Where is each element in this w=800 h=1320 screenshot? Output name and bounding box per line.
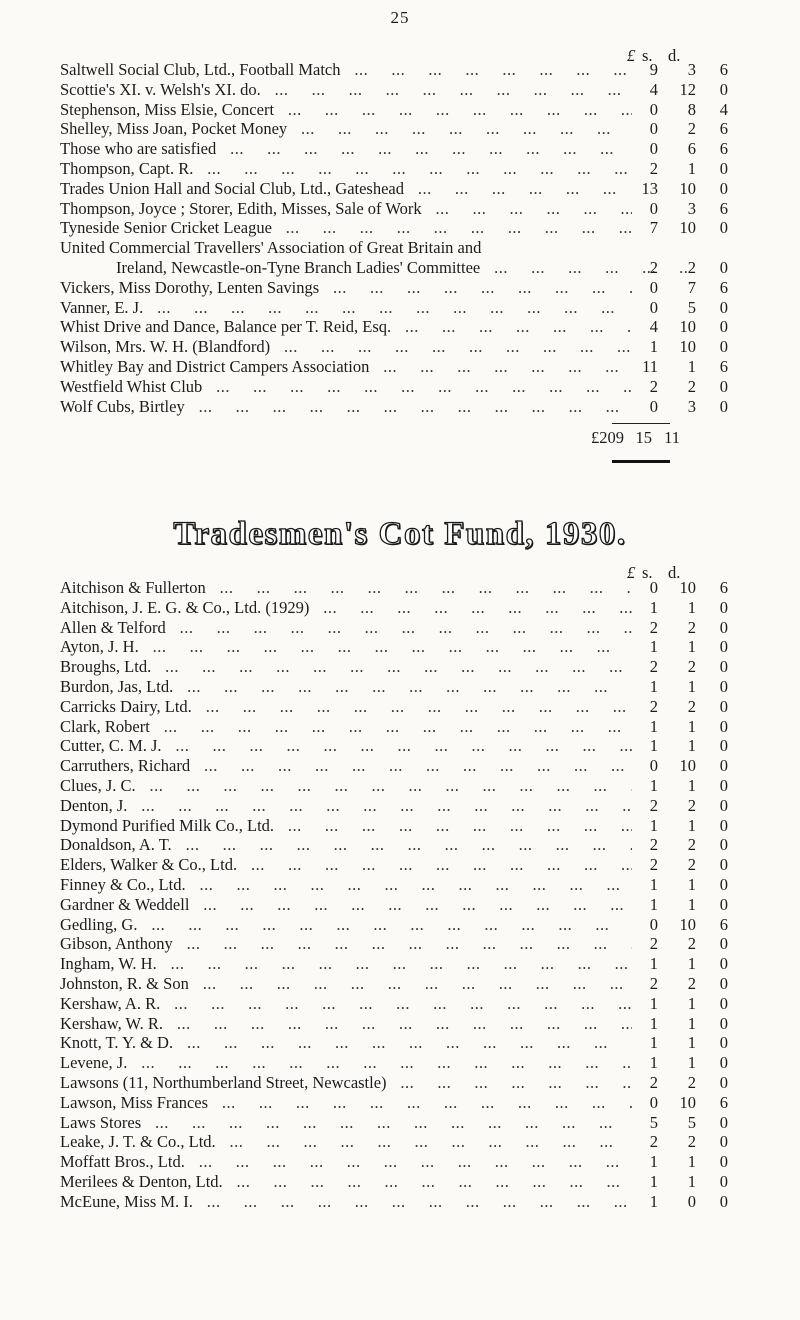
entry-pounds: 0 [649, 756, 658, 776]
entry-shillings: 1 [687, 1152, 696, 1172]
entry-name: Thompson, Capt. R. ... [60, 159, 632, 179]
entry-name: Carricks Dairy, Ltd. ... [60, 697, 632, 717]
entry-shillings: 2 [687, 376, 696, 396]
entry-pounds: 0 [649, 198, 658, 218]
entry-name: Westfield Whist Club ... [60, 377, 632, 397]
fund-pound-header: £ [627, 563, 636, 582]
entry-pounds: 1 [649, 597, 658, 617]
entry-pounds: 2 [649, 617, 658, 637]
entry-pence: 4 [719, 99, 728, 119]
list-item [60, 816, 770, 836]
entry-pounds: 0 [649, 139, 658, 159]
entry-shillings: 1 [687, 875, 696, 894]
entry-pence: 0 [719, 716, 728, 736]
entry-pence: 0 [719, 1152, 728, 1172]
entry-pounds: 5 [649, 1112, 658, 1132]
list-item [60, 377, 770, 397]
entry-shillings: 3 [687, 198, 696, 218]
page-number: 25 [390, 8, 410, 27]
entry-pounds: 7 [649, 218, 658, 238]
entry-name: Wolf Cubs, Birtley ... [60, 397, 632, 417]
entry-shillings: 1 [687, 1013, 696, 1033]
entry-name: Leake, J. T. & Co., Ltd. ... [60, 1132, 632, 1152]
entry-pounds: 1 [649, 1033, 658, 1053]
entry-pence: 0 [719, 835, 728, 855]
entry-pounds: 1 [649, 954, 658, 974]
entry-shillings: 1 [687, 1172, 696, 1191]
list-item [60, 1053, 770, 1073]
entry-pounds: 2 [649, 934, 658, 954]
list-item [60, 598, 770, 618]
fund-shilling-header: s. [642, 563, 653, 582]
entry-pounds: 2 [649, 1073, 658, 1092]
entry-pounds: 2 [649, 855, 658, 875]
list-item [60, 238, 770, 258]
list-item [60, 278, 770, 298]
entry-pence: 6 [719, 139, 728, 159]
list-item [60, 317, 770, 337]
entry-name: Clues, J. C. ... [60, 776, 632, 796]
entry-pence: 0 [719, 657, 728, 677]
entry-pence: 0 [719, 297, 728, 317]
list-item [60, 1014, 770, 1034]
entry-shillings: 2 [687, 795, 696, 815]
entry-pounds: 11 [642, 357, 658, 376]
entry-name: Merilees & Denton, Ltd. ... [60, 1172, 632, 1192]
list-item [60, 1132, 770, 1152]
list-item [60, 179, 770, 199]
entry-name: Broughs, Ltd. ... [60, 657, 632, 677]
entry-shillings: 1 [687, 716, 696, 736]
entry-shillings: 0 [687, 1191, 696, 1211]
list-item [60, 796, 770, 816]
entry-shillings: 10 [679, 1092, 696, 1112]
entry-name: Denton, J. ... [60, 796, 632, 816]
entry-pence: 6 [719, 914, 728, 934]
list-item [60, 657, 770, 677]
entry-name: McEune, Miss M. I. ... [60, 1192, 632, 1212]
list-item [60, 677, 770, 697]
fund-pence-header: d. [668, 563, 681, 582]
entry-shillings: 10 [679, 578, 696, 597]
list-item [60, 994, 770, 1014]
entry-name: Burdon, Jas, Ltd. ... [60, 677, 632, 697]
list-item [60, 934, 770, 954]
entry-pounds: 1 [649, 815, 658, 835]
entry-name: Aitchison, J. E. G. & Co., Ltd. (1929) ... [60, 598, 632, 618]
entry-name: Scottie's XI. v. Welsh's XI. do. ... [60, 80, 632, 100]
entry-pence: 0 [719, 776, 728, 795]
list-item [60, 637, 770, 657]
entry-pence: 6 [719, 1092, 728, 1112]
entry-shillings: 2 [687, 934, 696, 954]
entry-pence: 6 [719, 60, 728, 79]
entry-shillings: 8 [687, 99, 696, 119]
entry-pounds: 0 [649, 396, 658, 416]
entry-pounds: 2 [649, 159, 658, 178]
entry-pounds: 0 [649, 297, 658, 317]
entry-name: Vickers, Miss Dorothy, Lenten Savings ... [60, 278, 632, 298]
entry-pence: 0 [719, 317, 728, 337]
entry-shillings: 2 [687, 119, 696, 139]
entry-shillings: 1 [687, 776, 696, 795]
entry-shillings: 1 [687, 736, 696, 756]
list-item [60, 218, 770, 238]
entry-shillings: 10 [679, 178, 696, 198]
entry-name: Cutter, C. M. J. ... [60, 736, 632, 756]
entry-name: Whist Drive and Dance, Balance per T. Reid, Esq. ... [60, 317, 632, 337]
entry-pence: 0 [719, 934, 728, 954]
list-item [60, 60, 770, 80]
entry-name: United Commercial Travellers' Association of Great Britain and [60, 238, 482, 258]
list-item [60, 835, 770, 855]
entry-pence: 0 [719, 218, 728, 238]
entry-shillings: 10 [679, 218, 696, 238]
entry-pence: 0 [719, 1073, 728, 1092]
total-pence: 11 [664, 428, 680, 447]
entry-pence: 0 [719, 1172, 728, 1191]
entry-shillings: 6 [687, 139, 696, 159]
entry-name: Ayton, J. H. ... [60, 637, 632, 657]
entry-pounds: 0 [649, 578, 658, 597]
entry-pence: 0 [719, 1112, 728, 1132]
list-item [60, 258, 770, 278]
entry-pounds: 2 [649, 835, 658, 855]
entry-shillings: 10 [679, 756, 696, 776]
entry-name: Ireland, Newcastle-on-Tyne Branch Ladies' Committee ... [60, 258, 688, 278]
entry-name: Wilson, Mrs. W. H. (Blandford) ... [60, 337, 632, 357]
entry-shillings: 2 [687, 696, 696, 716]
entry-name: Levene, J. ... [60, 1053, 632, 1073]
entry-pounds: 1 [649, 875, 658, 894]
entry-pounds: 2 [649, 1132, 658, 1152]
entry-pounds: 4 [649, 317, 658, 337]
entry-name: Thompson, Joyce ; Storer, Edith, Misses, Sale of Work ... [60, 199, 632, 219]
list-item [60, 697, 770, 717]
entry-name: Moffatt Bros., Ltd. ... [60, 1152, 632, 1172]
entry-shillings: 1 [687, 993, 696, 1013]
entry-shillings: 5 [687, 297, 696, 317]
entry-pounds: 1 [649, 993, 658, 1013]
entry-pounds: 1 [649, 1172, 658, 1191]
entry-name: Kershaw, A. R. ... [60, 994, 632, 1014]
entry-shillings: 1 [687, 677, 696, 696]
entry-shillings: 2 [687, 1073, 696, 1092]
entry-pence: 0 [719, 1191, 728, 1211]
entry-pounds: 2 [649, 657, 658, 677]
list-item [60, 895, 770, 915]
entry-name: Gedling, G. ... [60, 915, 632, 935]
entry-pounds: 1 [649, 716, 658, 736]
entry-shillings: 10 [679, 317, 696, 337]
entry-pounds: 1 [649, 776, 658, 795]
list-item [60, 1093, 770, 1113]
entry-pence: 0 [719, 1132, 728, 1152]
entry-pence: 0 [719, 396, 728, 416]
total-pounds: £209 [591, 428, 624, 447]
list-item [60, 1172, 770, 1192]
entry-name: Saltwell Social Club, Ltd., Football Match ... [60, 60, 632, 80]
pound-header: £ [627, 46, 636, 65]
entry-name: Lawsons (11, Northumberland Street, Newcastle) ... [60, 1073, 632, 1093]
entry-name: Aitchison & Fullerton ... [60, 578, 632, 598]
entry-name: Allen & Telford ... [60, 618, 632, 638]
entry-pounds: 0 [649, 99, 658, 119]
entry-pounds: 1 [649, 337, 658, 357]
entry-pounds: 9 [649, 60, 658, 79]
entry-name: Ingham, W. H. ... [60, 954, 632, 974]
entry-name: Trades Union Hall and Social Club, Ltd., Gateshead ... [60, 179, 632, 199]
entry-pounds: 0 [649, 119, 658, 139]
list-item [60, 736, 770, 756]
entry-pence: 0 [719, 617, 728, 637]
entry-shillings: 3 [687, 396, 696, 416]
entry-pence: 0 [719, 993, 728, 1013]
list-item [60, 1073, 770, 1093]
entry-shillings: 5 [687, 1112, 696, 1132]
entry-shillings: 12 [679, 79, 696, 99]
entry-shillings: 2 [687, 835, 696, 855]
list-item [60, 756, 770, 776]
entry-pounds: 1 [649, 1013, 658, 1033]
entry-name: Knott, T. Y. & D. ... [60, 1033, 632, 1053]
entry-shillings: 2 [687, 855, 696, 875]
entry-name: Gibson, Anthony ... [60, 934, 632, 954]
entry-pounds: 1 [649, 637, 658, 657]
entry-pounds: 1 [649, 1152, 658, 1172]
entry-pence: 0 [719, 756, 728, 776]
list-item [60, 199, 770, 219]
entry-pence: 0 [719, 815, 728, 835]
entry-name: Laws Stores ... [60, 1113, 632, 1133]
entry-pounds: 1 [649, 1053, 658, 1073]
entry-pounds: 0 [649, 1092, 658, 1112]
entry-pence: 0 [719, 637, 728, 657]
entry-pounds: 4 [649, 79, 658, 99]
total-double-rule [612, 460, 670, 463]
pence-header: d. [668, 46, 681, 65]
entry-shillings: 2 [687, 1132, 696, 1152]
entry-pounds: 0 [649, 914, 658, 934]
list-item [60, 1033, 770, 1053]
entry-shillings: 1 [687, 954, 696, 974]
entry-shillings: 1 [687, 815, 696, 835]
sum-rule [612, 423, 670, 424]
entry-shillings: 1 [687, 1053, 696, 1073]
entry-name: Dymond Purified Milk Co., Ltd. ... [60, 816, 632, 836]
entry-name: Stephenson, Miss Elsie, Concert ... [60, 100, 632, 120]
entry-pence: 0 [719, 875, 728, 894]
entry-name: Whitley Bay and District Campers Association ... [60, 357, 632, 377]
entry-pounds: 2 [649, 696, 658, 716]
entry-pence: 0 [719, 1033, 728, 1053]
entry-pounds: 1 [649, 677, 658, 696]
entry-pence: 0 [719, 894, 728, 914]
entry-pence: 6 [719, 277, 728, 297]
fund-title: Tradesmen's Cot Fund, 1930. [173, 516, 627, 552]
entry-pounds: 1 [649, 1191, 658, 1211]
list-item [60, 119, 770, 139]
list-item [60, 159, 770, 179]
entry-shillings: 2 [687, 617, 696, 637]
entry-shillings: 2 [687, 974, 696, 993]
entry-pence: 0 [719, 597, 728, 617]
list-item [60, 80, 770, 100]
entry-shillings: 3 [687, 60, 696, 79]
list-item [60, 578, 770, 598]
entry-pounds: 1 [649, 736, 658, 756]
entry-shillings: 1 [687, 1033, 696, 1053]
entry-pence: 0 [719, 677, 728, 696]
shilling-header: s. [642, 46, 653, 65]
entry-shillings: 7 [687, 277, 696, 297]
entry-pounds: 13 [641, 178, 658, 198]
entry-pence: 0 [719, 954, 728, 974]
entry-pounds: 2 [649, 376, 658, 396]
entry-shillings: 10 [679, 337, 696, 357]
entry-name: Finney & Co., Ltd. ... [60, 875, 632, 895]
entry-pence: 0 [719, 855, 728, 875]
entry-name: Gardner & Weddell ... [60, 895, 632, 915]
entry-name: Donaldson, A. T. ... [60, 835, 632, 855]
list-item [60, 139, 770, 159]
entry-pounds: 2 [649, 258, 658, 277]
entry-pence: 0 [719, 79, 728, 99]
entry-name: Shelley, Miss Joan, Pocket Money ... [60, 119, 632, 139]
entry-name: Johnston, R. & Son ... [60, 974, 632, 994]
entry-pence: 0 [719, 376, 728, 396]
entry-shillings: 1 [687, 637, 696, 657]
entry-pounds: 2 [649, 795, 658, 815]
entry-pence: 0 [719, 337, 728, 357]
list-item [60, 855, 770, 875]
entry-pence: 6 [719, 119, 728, 139]
entry-name: Vanner, E. J. ... [60, 298, 632, 318]
list-item [60, 1113, 770, 1133]
entry-shillings: 2 [687, 657, 696, 677]
list-item [60, 717, 770, 737]
entry-shillings: 10 [679, 914, 696, 934]
entry-pence: 0 [719, 178, 728, 198]
entry-name: Clark, Robert ... [60, 717, 632, 737]
list-item [60, 357, 770, 377]
entry-pence: 0 [719, 974, 728, 993]
entry-shillings: 2 [687, 258, 696, 277]
entry-name: Those who are satisfied ... [60, 139, 632, 159]
list-item [60, 915, 770, 935]
list-item [60, 776, 770, 796]
entry-shillings: 1 [687, 894, 696, 914]
list-item [60, 298, 770, 318]
list-item [60, 397, 770, 417]
list-item [60, 954, 770, 974]
entry-name: Carruthers, Richard ... [60, 756, 632, 776]
entry-pence: 0 [719, 795, 728, 815]
entry-pounds: 0 [649, 277, 658, 297]
total-shillings: 15 [635, 428, 652, 447]
entry-shillings: 1 [687, 159, 696, 178]
list-item [60, 1152, 770, 1172]
list-item [60, 974, 770, 994]
entry-name: Elders, Walker & Co., Ltd. ... [60, 855, 632, 875]
entry-pence: 0 [719, 696, 728, 716]
entry-pence: 0 [719, 159, 728, 178]
entry-pence: 6 [719, 198, 728, 218]
entry-shillings: 1 [687, 597, 696, 617]
list-item [60, 100, 770, 120]
entry-pence: 6 [719, 357, 728, 376]
entry-pounds: 1 [649, 894, 658, 914]
list-item [60, 1192, 770, 1212]
entry-name: Lawson, Miss Frances ... [60, 1093, 632, 1113]
entry-pence: 0 [719, 736, 728, 756]
entry-shillings: 1 [687, 357, 696, 376]
list-item [60, 618, 770, 638]
entry-pence: 6 [719, 578, 728, 597]
list-item [60, 337, 770, 357]
entry-pounds: 2 [649, 974, 658, 993]
entry-name: Tyneside Senior Cricket League ... [60, 218, 632, 238]
entry-pence: 0 [719, 1013, 728, 1033]
entry-name: Kershaw, W. R. ... [60, 1014, 632, 1034]
entry-pence: 0 [719, 1053, 728, 1073]
entry-pence: 0 [719, 258, 728, 277]
list-item [60, 875, 770, 895]
